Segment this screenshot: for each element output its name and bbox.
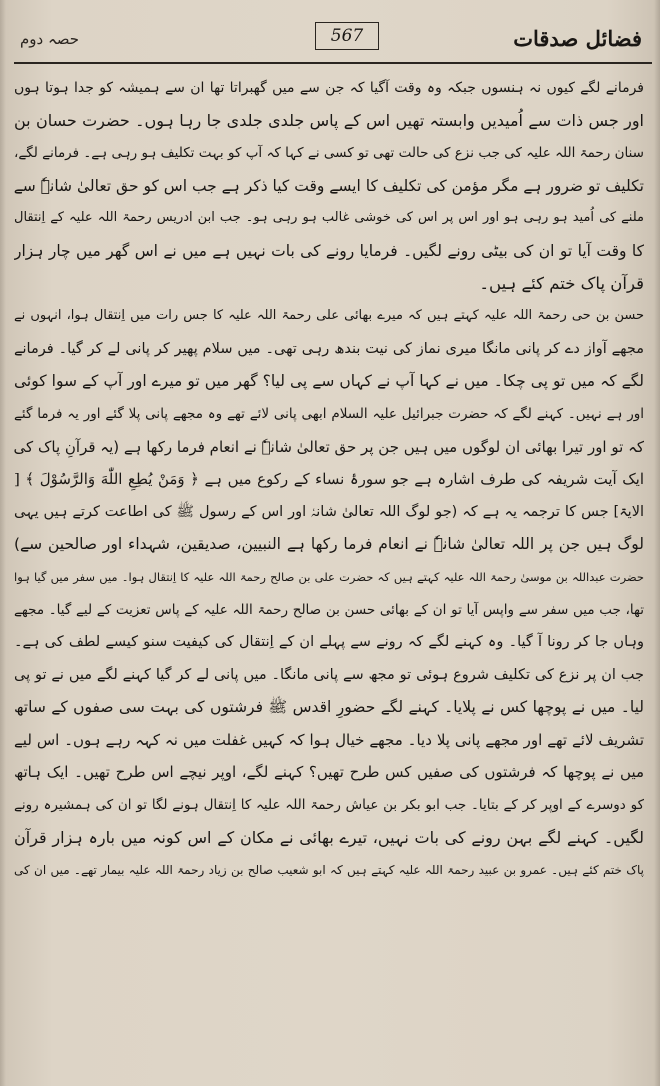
page-shadow-right: [654, 0, 660, 1086]
text-line: سنان رحمۃ اللہ علیہ کی جب نزع کی حالت تھی تو کسی نے کہا کہ آپ کو بہت تکلیف ہو رہی ہے۔ فرمانے لگے،: [14, 145, 644, 162]
text-line: لگے کہ میں تو پی چکا۔ میں نے کہا آپ نے کہاں سے پی لیا؟ گھر میں تو میرے اور آپ کے سوا کوئی: [14, 372, 644, 391]
text-line: کہ تو اور تیرا بھائی ان لوگوں میں ہیں جن پر حق تعالیٰ شانہٗ نے انعام فرما رکھا ہے (یہ قرآنِ پاک کی: [14, 437, 644, 456]
text-line: تکلیف تو ضرور ہے مگر مؤمن کی تکلیف کا ایسے وقت کیا ذکر ہے جب اس کو حق تعالیٰ شانہٗ سے: [14, 176, 644, 195]
text-line: لوگ ہیں جن پر اللہ تعالیٰ شانہٗ نے انعام فرما رکھا ہے النبیین، صدیقین، شہداء اور صالحین سے): [14, 535, 644, 554]
text-line: فرمانے لگے کیوں نہ ہنسوں جبکہ وہ وقت آگیا کہ جن سے میں گھبراتا تھا ان سے ہمیشہ کو جدا ہوتا ہوں: [14, 80, 644, 96]
text-line: کو دوسرے کے اوپر کر کے بتایا۔ جب ابو بکر بن عیاش رحمۃ اللہ علیہ کا اِنتقال ہونے لگا تو ان کی ہمشیرہ رونے: [14, 797, 644, 814]
text-line: پاک ختم کئے ہیں۔ عمرو بن عبید رحمۃ اللہ علیہ کہتے ہیں کہ ابو شعیب صالح بن زیاد رحمۃ اللہ علیہ بیمار تھے۔ میں ان کی: [14, 863, 644, 878]
text-line: تشریف لائے تھے اور مجھے پانی پلا دیا۔ مجھے خیال ہوا کہ کہیں غفلت میں نہ کہہ رہے ہوں۔ اس لیے: [14, 730, 644, 749]
page-shadow-left: [0, 0, 6, 1086]
text-line: وہاں جا کر رونا آ گیا۔ وہ کہنے لگے کہ رونے سے پہلے ان کے اِنتقال کی کیفیت سنو کیسے لطف کی ہے۔: [14, 634, 644, 651]
text-line: مجھے آواز دے کر پانی مانگا میری نماز کی نیت بندھ رہی تھی۔ میں سلام پھیر کر پانی لے کر گیا۔ فرمانے: [14, 340, 644, 357]
text-line: قرآن پاک ختم کئے ہیں۔: [479, 273, 644, 293]
text-line: حضرت عبداللہ بن موسیٰ رحمۃ اللہ علیہ کہتے ہیں کہ حضرت علی بن صالح رحمۃ اللہ علیہ کا اِنتقال ہوا۔ میں سفر میں گیا ہوا: [14, 569, 644, 584]
text-line: لیا۔ میں نے پوچھا کس نے پلایا۔ کہنے لگے حضورِ اقدس ﷺ فرشتوں کی بہت سی صفوں کے ساتھ: [14, 698, 644, 717]
text-line: ملنے کی اُمید ہو رہی ہو اور اس پر اس کی خوشی غالب ہو رہی ہو۔ جب ابن ادریس رحمۃ اللہ علیہ کے اِنتقال: [14, 210, 644, 226]
page-header: [12, 22, 646, 64]
header-divider: [14, 62, 652, 64]
text-line: لگیں۔ کہنے لگے بہن رونے کی بات نہیں، تیرے بھائی نے مکان کے اس کونہ میں بارہ ہزار قرآن: [14, 827, 644, 847]
text-line: حسن بن حی رحمۃ اللہ علیہ کہتے ہیں کہ میرے بھائی علی رحمۃ اللہ علیہ کا جس رات میں اِنتقال ہوا، انہوں نے: [14, 308, 644, 324]
text-line: میں نے پوچھا کہ فرشتوں کی صفیں کس طرح تھیں؟ کہنے لگے، اوپر نیچے اس طرح تھیں۔ ایک ہاتھ: [14, 763, 644, 782]
text-line: الایۃ] جس کا ترجمہ یہ ہے کہ (جو لوگ اللہ تعالیٰ شانہٗ اور اس کے رسول ﷺ کی اطاعت کرتے ہیں یہی: [14, 503, 644, 520]
text-line: کا وقت آیا تو ان کی بیٹی رونے لگیں۔ فرمایا رونے کی بات نہیں ہے میں نے اس گھر میں چار ہزار: [14, 241, 644, 260]
text-line: اور ہے نہیں۔ کہنے لگے کہ حضرت جبرائیل علیہ السلام ابھی پانی لائے تھے وہ مجھے پانی پلا گئے اور یہ فرما گئے: [14, 405, 644, 422]
text-line: ایک آیت شریفہ کی طرف اشارہ ہے جو سورۂ نساء کے رکوع میں ہے ﴿ وَمَنْ يُطِعِ اللّٰهَ وَالرَّسُوْلَ ﴾ [: [14, 470, 644, 489]
book-title: فضائل صدقات: [513, 26, 642, 51]
text-line: تھا، جب میں سفر سے واپس آیا تو ان کے بھائی حسن بن صالح رحمۃ اللہ علیہ کے پاس تعزیت کے لیے گیا۔ مجھے: [14, 601, 644, 618]
text-line: اور جس ذات سے اُمیدیں وابستہ تھیں اس کے پاس جلدی جلدی جا رہا ہوں۔ حضرت حسان بن: [14, 110, 644, 130]
page-number: 567: [315, 22, 379, 50]
part-label: حصہ دوم: [20, 30, 80, 48]
text-line: جب ان پر نزع کی تکلیف شروع ہوئی تو مجھ سے پانی مانگا۔ میں پانی لے کر گیا کہنے لگے میں نے تو پی: [14, 666, 644, 683]
body-text: [14, 72, 644, 887]
